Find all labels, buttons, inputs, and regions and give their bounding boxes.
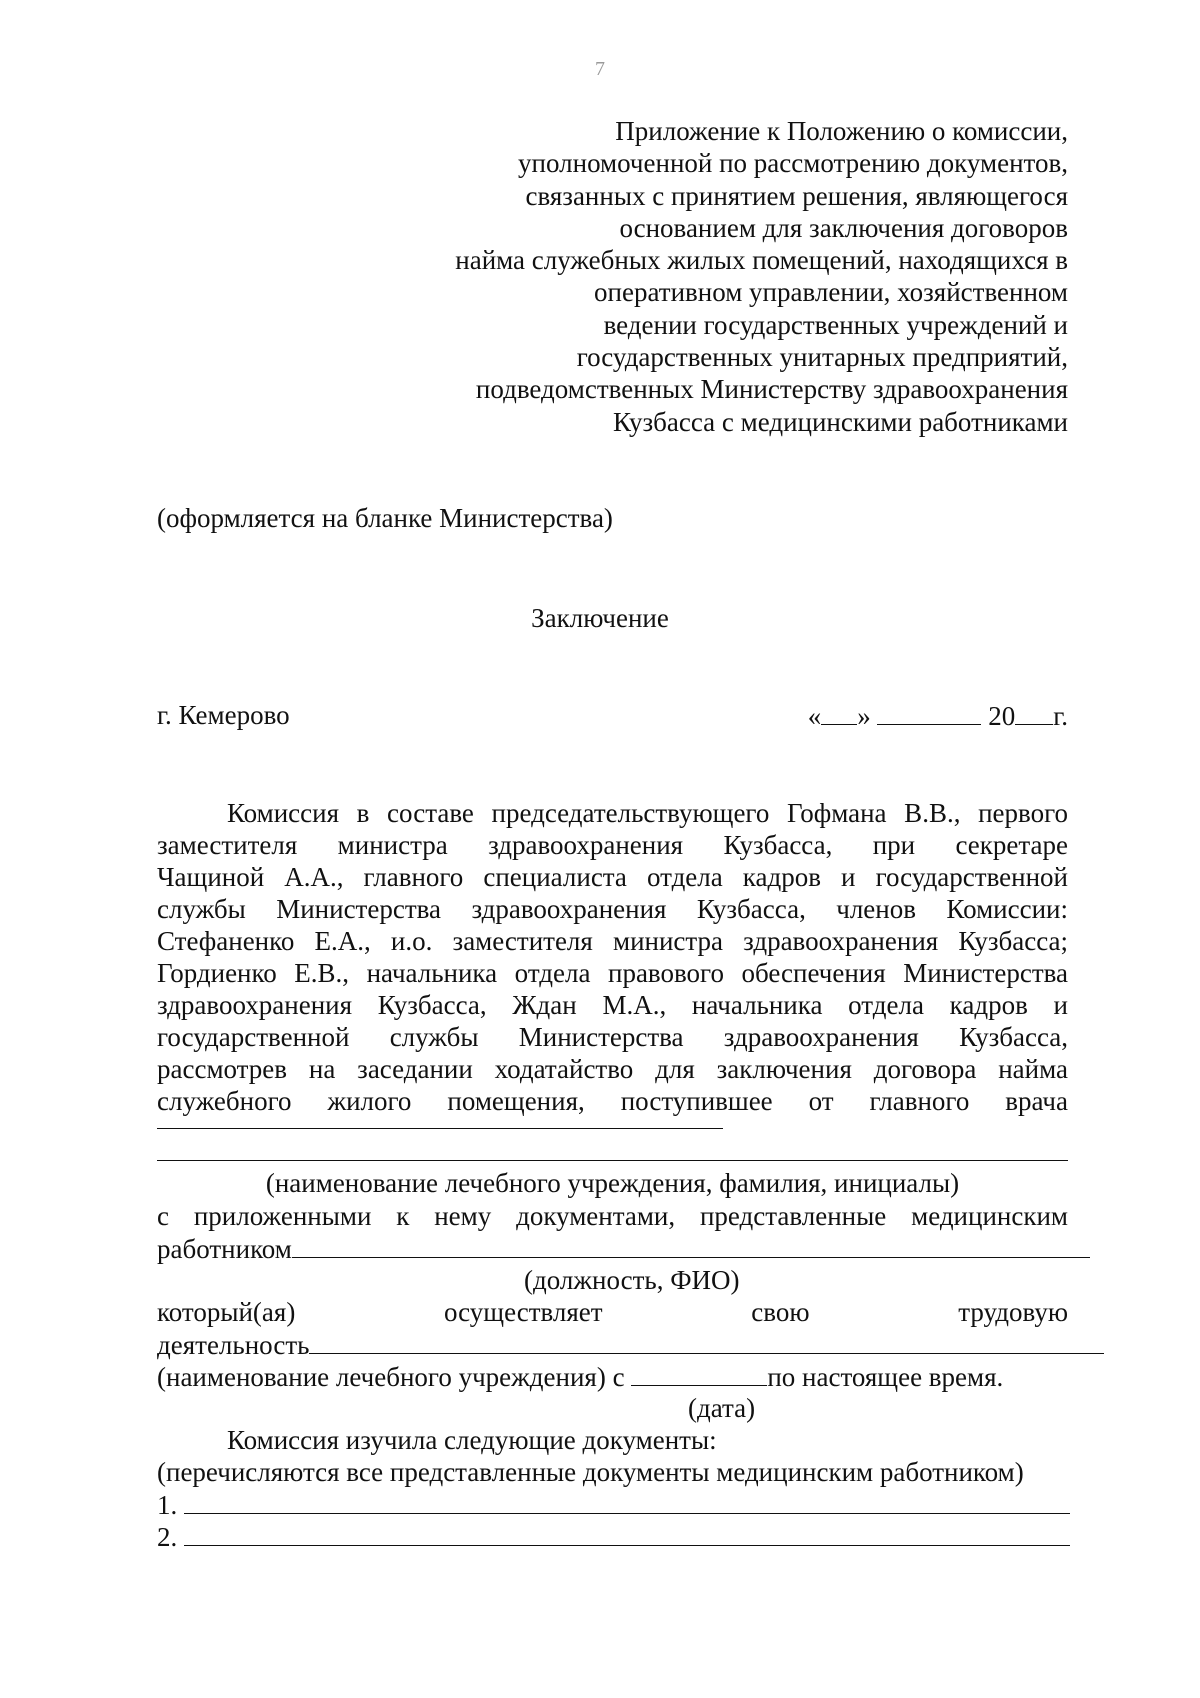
body-line: Стефаненко Е.А., и.о. заместителя министра здравоохранения Кузбасса;	[157, 926, 1068, 956]
activity-line: который(ая) осуществляет свою трудовую	[157, 1297, 1068, 1327]
since-date-blank[interactable]	[631, 1361, 767, 1386]
appendix-line: найма служебных жилых помещений, находящихся в	[455, 245, 1068, 276]
year-blank[interactable]	[1015, 700, 1053, 725]
attached-line: с приложенными к нему документами, представленные медицинским	[157, 1201, 1068, 1231]
worker-label: работником	[157, 1234, 292, 1264]
caption-position: (должность, ФИО)	[524, 1265, 740, 1295]
appendix-line: уполномоченной по рассмотрению документов,	[518, 148, 1068, 179]
body-line: здравоохранения Кузбасса, Ждан М.А., начальника отдела кадров и	[157, 990, 1068, 1020]
list-item-blank[interactable]	[184, 1521, 1070, 1546]
caption-institution: (наименование лечебного учреждения, фамилия, инициалы)	[265, 1168, 960, 1198]
date-field: « » 20 г.	[807, 701, 1068, 731]
until-now: по настоящее время.	[767, 1362, 1004, 1392]
caption-date: (дата)	[688, 1393, 756, 1423]
activity-blank[interactable]	[309, 1329, 1104, 1354]
appendix-header	[248, 115, 1068, 438]
listed-note: (перечисляются все представленные документы медицинским работником)	[157, 1457, 1024, 1487]
worker-blank[interactable]	[292, 1233, 1090, 1258]
city: г. Кемерово	[157, 700, 290, 730]
body-line: государственной службы Министерства здравоохранения Кузбасса,	[157, 1022, 1068, 1052]
list-item: 1.	[157, 1489, 1070, 1521]
appendix-line: оперативном управлении, хозяйственном	[594, 277, 1068, 308]
list-item-blank[interactable]	[184, 1489, 1070, 1514]
body-line: служебного жилого помещения, поступившее от главного врача	[157, 1086, 1068, 1116]
appendix-line: ведении государственных учреждений и	[603, 309, 1068, 340]
body-line: Гордиенко Е.В., начальника отдела правового обеспечения Министерства	[157, 958, 1068, 988]
activity-row	[157, 1329, 1104, 1361]
body-line: рассмотрев на заседании ходатайство для заключения договора найма	[157, 1054, 1068, 1084]
chief-doctor-blank[interactable]	[157, 1128, 723, 1129]
appendix-line: государственных унитарных предприятий,	[576, 342, 1068, 373]
worker-row	[157, 1233, 1090, 1265]
appendix-line: связанных с принятием решения, являющегося	[525, 180, 1068, 211]
place-date-row	[157, 700, 1068, 732]
institution-since-row	[157, 1361, 1003, 1393]
activity-label: деятельность	[157, 1330, 310, 1360]
appendix-line: основанием для заключения договоров	[619, 212, 1068, 243]
body-line: службы Министерства здравоохранения Кузбасса, членов Комиссии:	[157, 894, 1068, 924]
day-blank[interactable]	[821, 700, 857, 725]
blank-note: (оформляется на бланке Министерства)	[157, 503, 613, 533]
month-blank[interactable]	[877, 700, 981, 725]
list-item: 2.	[157, 1521, 1070, 1553]
body-line: Чащиной А.А., главного специалиста отдела кадров и государственной	[157, 862, 1068, 892]
institution-since: (наименование лечебного учреждения) с	[157, 1362, 625, 1392]
appendix-line: подведомственных Министерству здравоохранения	[475, 374, 1068, 405]
appendix-line: Приложение к Положению о комиссии,	[615, 116, 1068, 146]
institution-blank[interactable]	[157, 1160, 1068, 1161]
document-title: Заключение	[531, 603, 669, 633]
studied-line: Комиссия изучила следующие документы:	[227, 1425, 717, 1455]
body-line: Комиссия в составе председательствующего Гофмана В.В., первого	[227, 798, 1068, 828]
appendix-line: Кузбасса с медицинскими работниками	[612, 406, 1068, 437]
body-line: заместителя министра здравоохранения Кузбасса, при секретаре	[157, 830, 1068, 860]
page-number: 7	[595, 58, 605, 80]
